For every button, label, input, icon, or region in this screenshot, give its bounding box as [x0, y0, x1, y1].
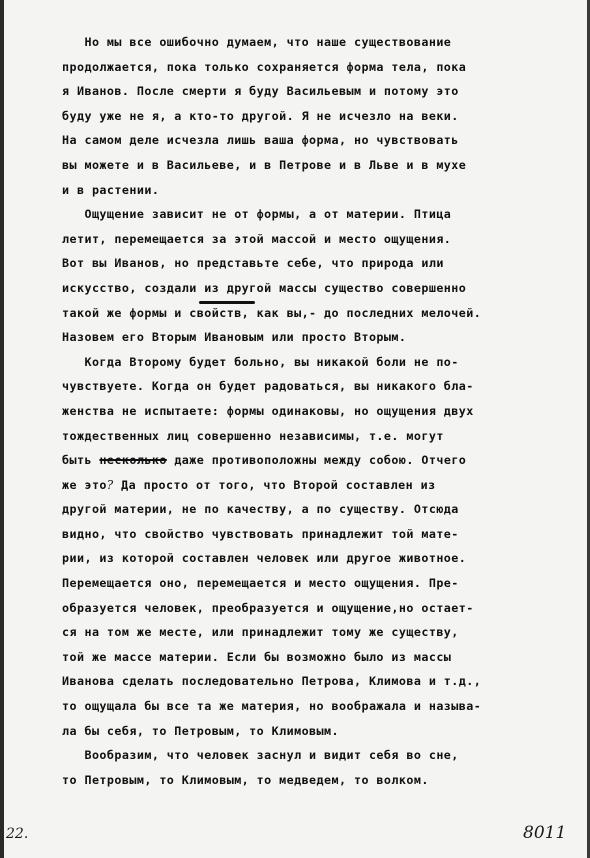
text-line: Назовем его Вторым Ивановым или просто Вторым.	[62, 330, 407, 345]
text-line: вы можете и в Васильеве, и в Петрове и в Льве и в мухе	[62, 157, 467, 172]
text-line: другой материи, не по качеству, а по существу. Отсюда	[62, 502, 459, 517]
text-line: то Петровым, то Климовым, то медведем, то волком.	[62, 772, 429, 787]
handwritten-question-mark: ?	[106, 477, 114, 492]
scan-left-border	[0, 0, 4, 858]
text-segment: быть	[62, 453, 100, 468]
text-line: женства не испытаете: формы одинаковы, но ощущения двух	[62, 403, 474, 418]
text-line: На самом деле исчезла лишь ваша форма, но чувствовать	[62, 133, 459, 148]
text-line: продолжается, пока только сохраняется форма тела, пока	[62, 59, 467, 74]
text-line: Когда Второму будет больно, вы никакой боли не по-	[62, 354, 459, 369]
text-line: ся на том же месте, или принадлежит тому же существу,	[62, 625, 459, 640]
text-line: видно, что свойство чувствовать принадлежит той мате-	[62, 526, 459, 541]
text-line-with-strikethrough	[62, 448, 574, 473]
text-segment: Да просто от того, что Второй составлен из	[113, 477, 436, 492]
text-line: и в растении.	[62, 182, 160, 197]
text-line: искусство, создали из другой массы существо совершенно	[62, 280, 467, 295]
typed-text-block	[62, 30, 574, 792]
text-line: Но мы все ошибочно думаем, что наше существование	[62, 35, 452, 49]
text-line: летит, перемещается за этой массой и место ощущения.	[62, 231, 452, 246]
text-line: буду уже не я, а кто-то другой. Я не исчезло на веки.	[62, 108, 459, 123]
handwritten-underline	[199, 301, 255, 304]
text-line: образуется человек, преобразуется и ощущение,но остает-	[62, 600, 474, 615]
text-line: Перемещается оно, перемещается и место ощущения. Пре-	[62, 576, 459, 591]
text-line: чувствуете. Когда он будет радоваться, вы никакого бла-	[62, 379, 474, 394]
text-segment: же это	[62, 477, 107, 492]
text-line: ла бы себя, то Петровым, то Климовым.	[62, 723, 339, 738]
struck-out-word: несколько	[99, 453, 167, 468]
text-line: Иванова сделать последовательно Петрова, Климова и т.д.,	[62, 674, 482, 689]
text-line: рии, из которой составлен человек или другое животное.	[62, 551, 467, 566]
text-segment: даже противоположны между собою. Отчего	[166, 453, 467, 468]
handwritten-page-number: 22.	[6, 826, 29, 842]
text-line: Вообразим, что человек заснул и видит себя во сне,	[62, 748, 459, 763]
handwritten-archive-number: 8011	[523, 823, 567, 843]
text-line: такой же формы и свойств, как вы,- до последних мелочей.	[62, 305, 482, 320]
text-line: то ощущала бы все та же материя, но воображала и называ-	[62, 699, 482, 714]
text-line: той же массе материи. Если бы возможно было из массы	[62, 649, 452, 664]
text-line: я Иванов. После смерти я буду Васильевым и потому это	[62, 84, 459, 99]
text-line: тождественных лиц совершенно независимы, т.е. могут	[62, 428, 444, 443]
text-line-with-handwritten-mark	[62, 473, 574, 498]
text-line: Вот вы Иванов, но представьте себе, что природа или	[62, 256, 444, 271]
text-line: Ощущение зависит не от формы, а от материи. Птица	[62, 207, 452, 222]
